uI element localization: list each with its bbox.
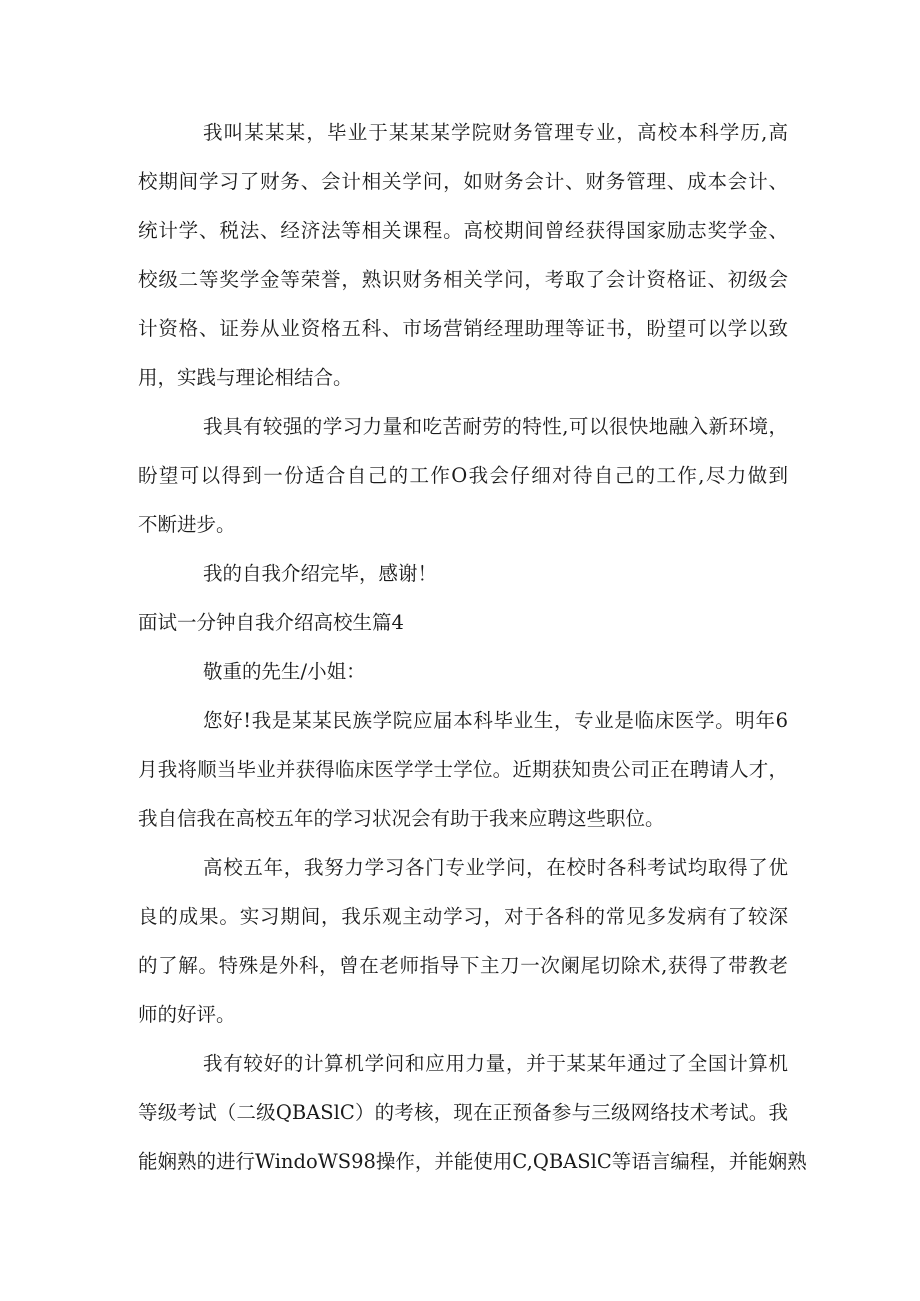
salutation: 敬重的先生/小姐：	[203, 660, 366, 683]
text-line: 不断进步。	[138, 513, 236, 536]
text-line: 我有较好的计算机学问和应用力量，并于某某年通过了全国计算机	[203, 1052, 788, 1075]
text-line: 良的成果。实习期间，我乐观主动学习，对于各科的常见多发病有了较深	[138, 905, 788, 928]
text-line: 我的自我介绍完毕，感谢！	[203, 562, 438, 585]
text-line: 高校五年，我努力学习各门专业学问，在校时各科考试均取得了优	[203, 856, 788, 879]
text-line: 师的好评。	[138, 1003, 236, 1026]
text-line: 等级考试（二级QBASlC）的考核，现在正预备参与三级网络技术考试。我	[138, 1101, 788, 1124]
text-line: 统计学、税法、经济法等相关课程。高校期间曾经获得国家励志奖学金、	[138, 219, 788, 242]
text-line: 盼望可以得到一份适合自己的工作O我会仔细对待自己的工作,尽力做到	[138, 464, 788, 487]
section-heading: 面试一分钟自我介绍高校生篇4	[138, 611, 404, 634]
text-line: 我自信我在高校五年的学习状况会有助于我来应聘这些职位。	[138, 807, 665, 830]
text-line: 能娴熟的进行WindoWS98操作，并能使用C,QBASlC等语言编程，并能娴熟	[138, 1150, 807, 1173]
text-line: 校级二等奖学金等荣誉，熟识财务相关学问，考取了会计资格证、初级会	[138, 268, 788, 291]
text-line: 计资格、证券从业资格五科、市场营销经理助理等证书，盼望可以学以致	[138, 317, 788, 340]
text-line: 我叫某某某，毕业于某某某学院财务管理专业，高校本科学历,高	[203, 121, 788, 144]
text-line: 的了解。特殊是外科，曾在老师指导下主刀一次阑尾切除术,获得了带教老	[138, 954, 788, 977]
text-line: 我具有较强的学习力量和吃苦耐劳的特性,可以很快地融入新环境，	[203, 415, 788, 438]
text-line: 校期间学习了财务、会计相关学问，如财务会计、财务管理、成本会计、	[138, 170, 788, 193]
text-line: 月我将顺当毕业并获得临床医学学士学位。近期获知贵公司正在聘请人才，	[138, 758, 788, 781]
text-line: 用，实践与理论相结合。	[138, 366, 353, 389]
text-line: 您好!我是某某民族学院应届本科毕业生，专业是临床医学。明年6	[203, 709, 788, 732]
